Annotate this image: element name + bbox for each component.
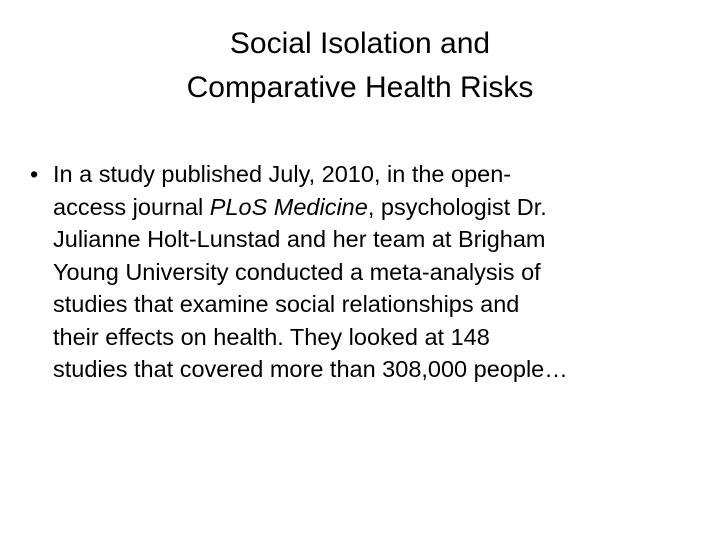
body-line-2 xyxy=(53,191,702,224)
slide-body xyxy=(30,158,702,386)
title-line-1: Social Isolation and xyxy=(229,27,491,60)
bullet-point: • xyxy=(30,161,39,187)
body-line-3: Julianne Holt-Lunstad and her team at Brigham xyxy=(53,226,546,252)
body-line-6: their effects on health. They looked at 148 xyxy=(53,323,490,350)
journal-name: PLoS Medicine xyxy=(209,193,368,220)
title-line-2: Comparative Health Risks xyxy=(186,71,534,104)
body-line-2-end: , psychologist Dr. xyxy=(367,193,547,220)
body-line-4: Young University conducted a meta-analysis of xyxy=(53,258,541,285)
body-line-2-start: access journal xyxy=(53,193,210,220)
slide-title xyxy=(60,22,660,110)
body-line-7: studies that covered more than 308,000 people… xyxy=(53,356,568,382)
body-line-5: studies that examine social relationships and xyxy=(53,291,520,317)
body-line-1: In a study published July, 2010, in the open- xyxy=(53,161,512,187)
